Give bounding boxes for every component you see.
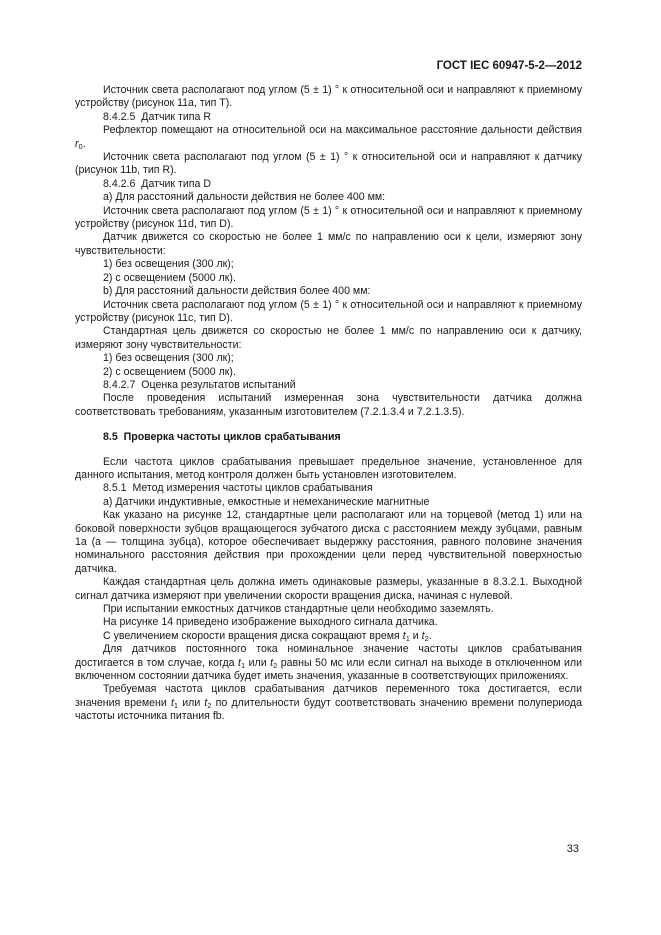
paragraph: Источник света располагают под углом (5 ± 1) ° к относительной оси и направляют к приемному устройству (рисунок 11d, тип D). (75, 204, 582, 231)
paragraph: На рисунке 14 приведено изображение выходного сигнала датчика. (103, 616, 438, 629)
paragraph: 2) с освещением (5000 лк). (103, 365, 236, 378)
paragraph: Требуемая частота циклов срабатывания датчиков переменного тока достигается, если значения времени $t_1$ или $t_2$ по длительности будут соответствовать значению времени полупериода частоты источника питания fb. (75, 683, 582, 723)
paragraph: 8.4.2.5 Датчик типа R (103, 110, 211, 123)
paragraph: а) Датчики индуктивные, емкостные и немеханические магнитные (103, 495, 430, 508)
document-body (75, 84, 582, 724)
paragraph: Источник света располагают под углом (5 ± 1) ° к относительной оси и направляют к приемному устройству (рисунок 11c, тип D). (75, 298, 582, 324)
page-number: 33 (566, 843, 579, 855)
paragraph: 8.4.2.7 Оценка результатов испытаний (103, 378, 296, 391)
paragraph: При испытании емкостных датчиков стандартные цели необходимо заземлять. (103, 603, 494, 616)
paragraph: Источник света располагают под углом (5 ± 1) ° к относительной оси и направляют к приемному устройству (рисунок 11a, тип T). (75, 84, 582, 110)
paragraph: Для датчиков постоянного тока номинальное значение частоты циклов срабатывания достигается в том случае, когда $t_1$ или $t_2$ равны 50 мс или если сигнал на выходе в отключенном или включенном состоянии датчика будет иметь значения, указанные в соответствующих приложениях. (75, 643, 582, 683)
paragraph: После проведения испытаний измеренная зона чувствительности датчика должна соответствовать требованиям, указанным изготовителем (7.2.1.3.4 и 7.2.1.3.5). (75, 392, 582, 418)
paragraph: Как указано на рисунке 12, стандартные цели располагают или на торцевой (метод 1) или на боковой поверхности зубцов вращающегося зубчатого диска с расстоянием между зубцами, равным 1а (а — толщина зубца), которое обеспечивает выдержку расстояния, равного половине значения номинального расстояния действия при прохождении цели перед чувствительной поверхностью датчика. (75, 509, 582, 575)
paragraph: Датчик движется со скоростью не более 1 мм/с по направлению оси к цели, измеряют зону чувствительности: (75, 231, 582, 257)
paragraph: 8.4.2.6 Датчик типа D (103, 177, 211, 190)
paragraph: а) Для расстояний дальности действия не более 400 мм: (103, 191, 386, 204)
paragraph: Если частота циклов срабатывания превышает предельное значение, установленное для данного испытания, метод контроля должен быть установлен изготовителем. (75, 455, 582, 481)
paragraph: 1) без освещения (300 лк); (103, 352, 234, 365)
paragraph: 8.5.1 Метод измерения частоты циклов срабатывания (103, 482, 373, 495)
paragraph: 1) без освещения (300 лк); (103, 258, 234, 271)
paragraph: Рефлектор помещают на относительной оси на максимальное расстояние дальности действия $r_0$. (75, 124, 582, 151)
paragraph: Стандартная цель движется со скоростью не более 1 мм/с по направлению оси к датчику, измеряют зону чувствительности: (75, 325, 582, 351)
paragraph: Источник света располагают под углом (5 ± 1) ° к относительной оси и направляют к датчику (рисунок 11b, тип R). (75, 151, 582, 177)
paragraph: b) Для расстояний дальности действия более 400 мм: (103, 285, 371, 298)
paragraph: Каждая стандартная цель должна иметь одинаковые размеры, указанные в 8.3.2.1. Выходной сигнал датчика измеряют при увеличении скорости вращения диска, начиная с нулевой. (75, 576, 582, 602)
section-heading: 8.5 Проверка частоты циклов срабатывания (103, 431, 341, 444)
paragraph: 2) с освещением (5000 лк). (103, 271, 236, 284)
standard-header: ГОСТ IEC 60947-5-2—2012 (436, 60, 582, 72)
paragraph: С увеличением скорости вращения диска сокращают время $t_1$ и $t_2$. (103, 629, 432, 643)
